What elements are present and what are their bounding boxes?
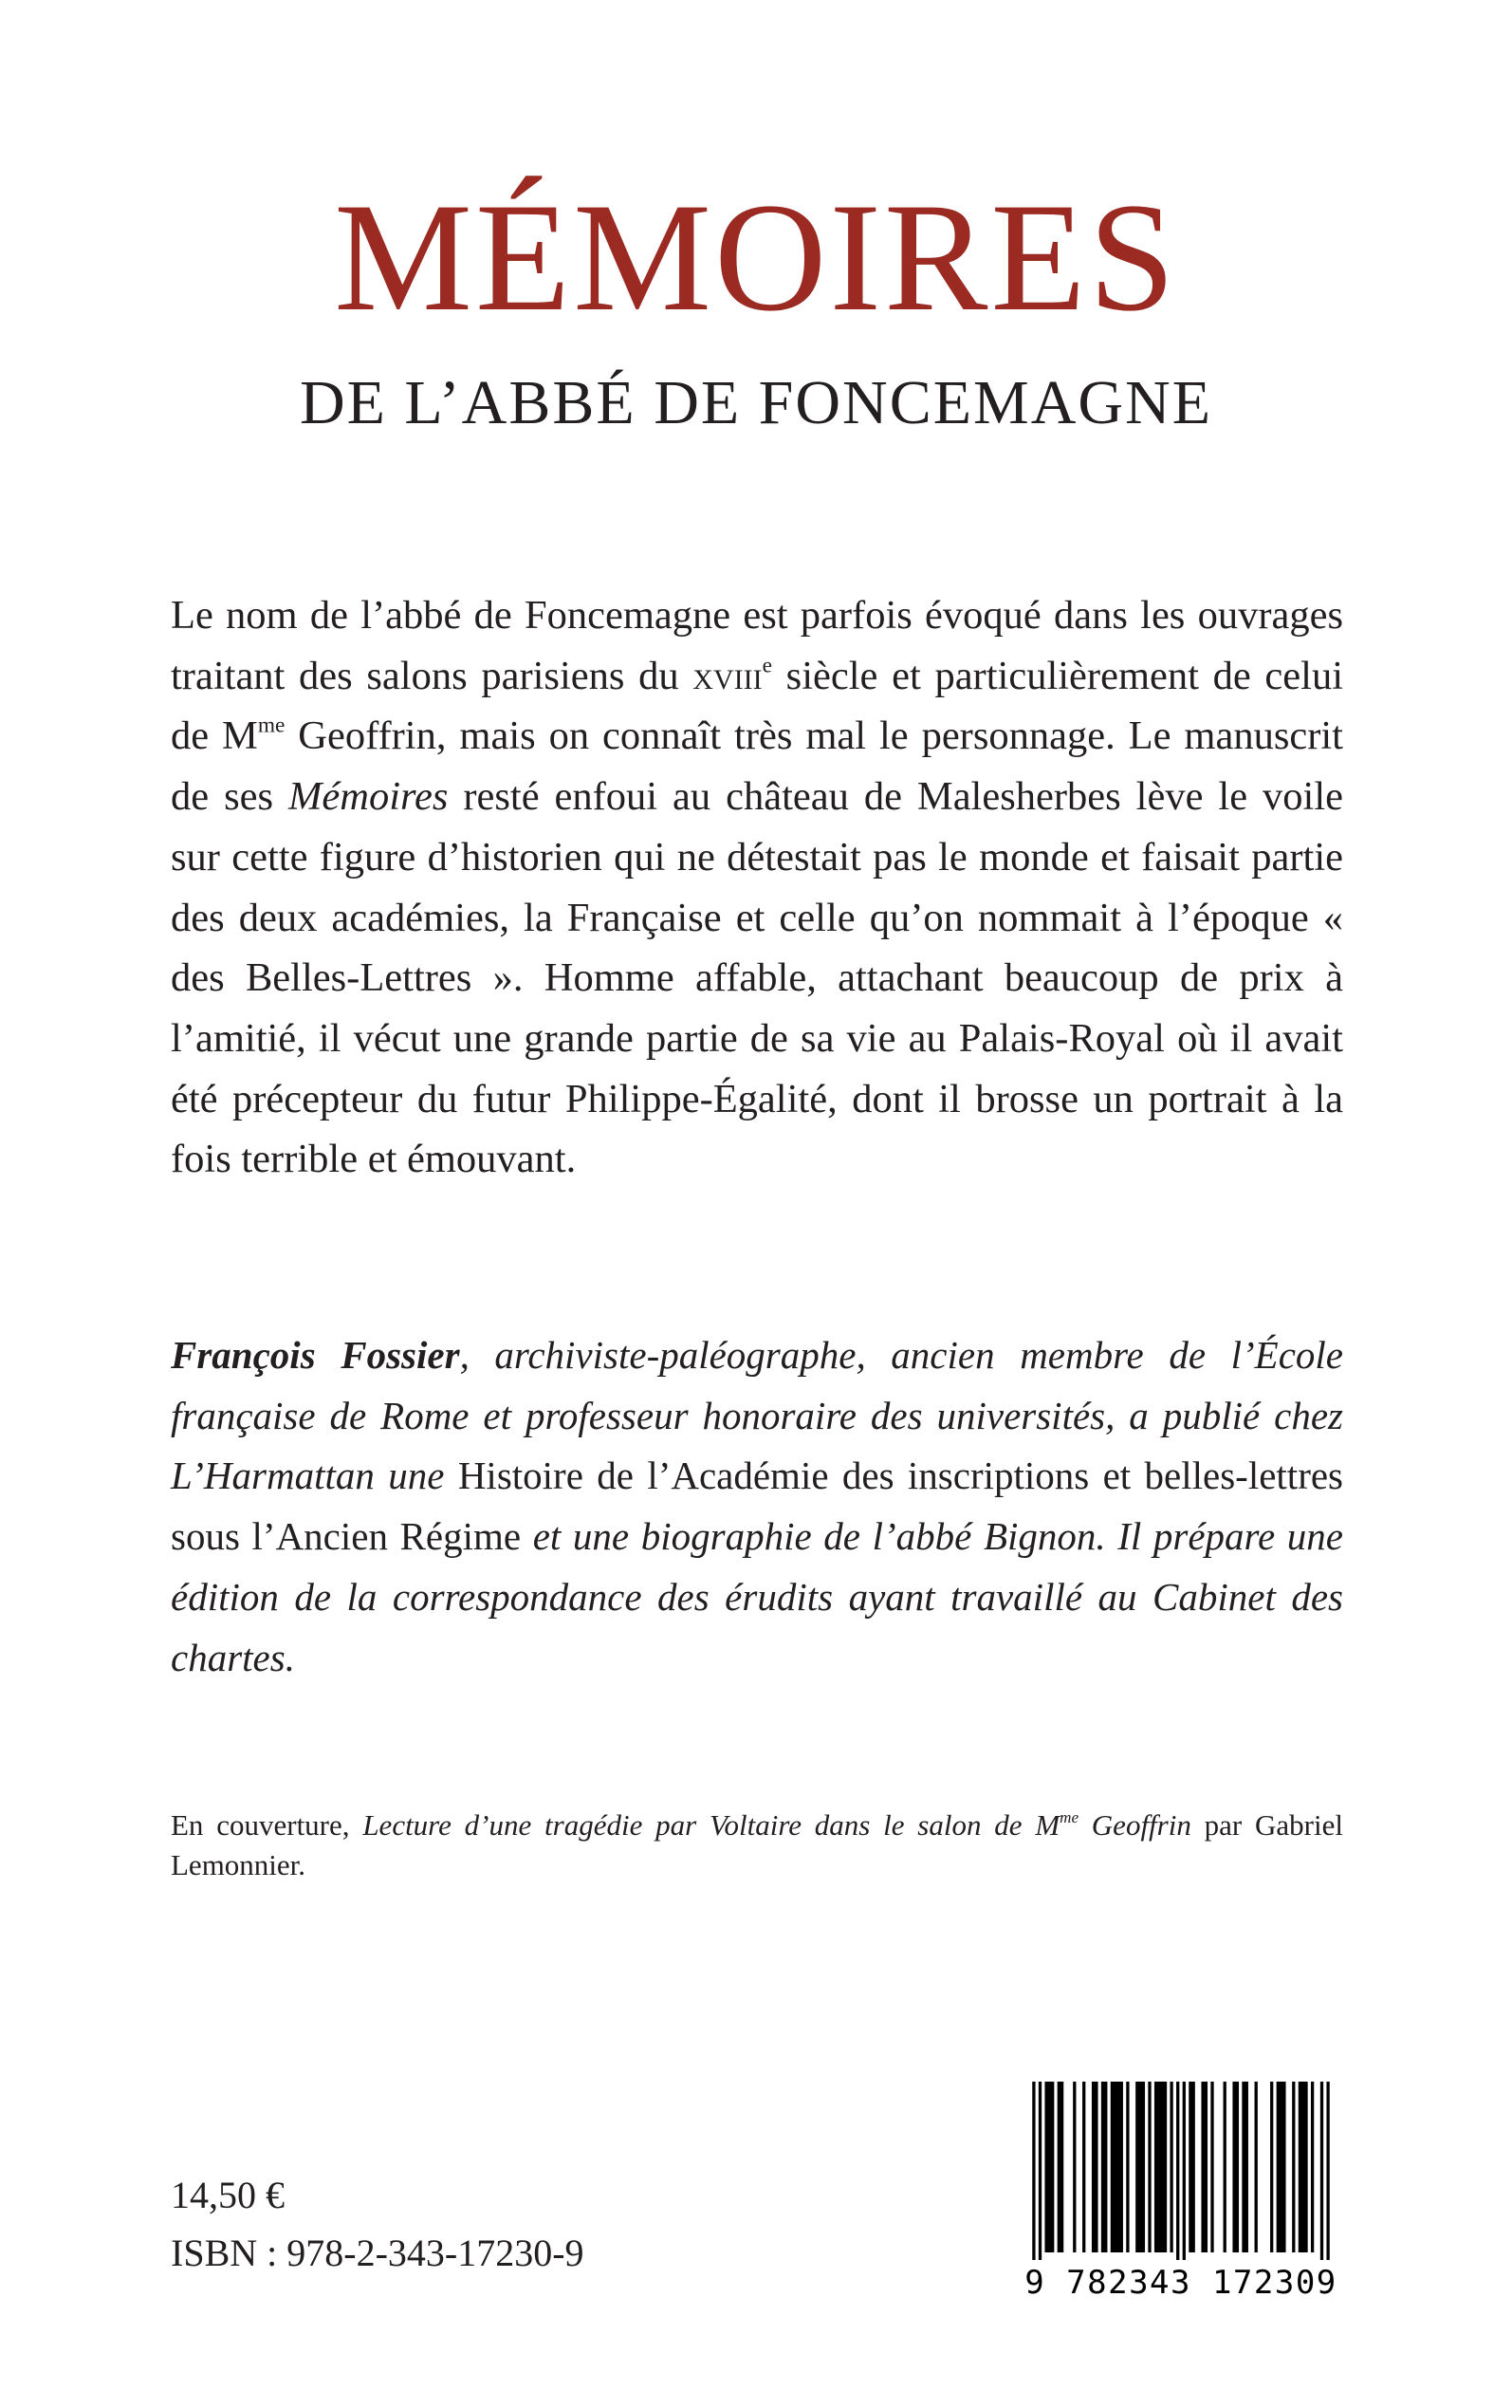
barcode-bar — [1032, 2082, 1035, 2260]
barcode-bar — [1073, 2082, 1076, 2252]
barcode-bar — [1183, 2082, 1186, 2260]
book-title: MÉMOIRES — [334, 172, 1178, 343]
bio-text-1: , archiviste-paléographe, ancien membre de l’École française de Rome et professeur honoraire des universités, a publié chez L’Harmattan une — [171, 1333, 1344, 1498]
book-subtitle: DE L’ABBÉ DE FONCEMAGNE — [299, 368, 1213, 437]
author-bio — [171, 1325, 1343, 1688]
barcode-bar — [1170, 2082, 1172, 2252]
barcode-bar — [1176, 2082, 1179, 2260]
century-superscript: e — [762, 653, 772, 678]
barcode-bar — [1320, 2082, 1323, 2260]
barcode-bar — [1154, 2082, 1167, 2252]
barcode-bar — [1292, 2082, 1295, 2252]
barcode-bar — [1201, 2082, 1208, 2252]
barcode-bar — [1135, 2082, 1145, 2252]
cover-credit — [171, 1806, 1343, 1885]
credit-work-1: Lecture d’une tragédie par Voltaire dans le salon de M — [362, 1808, 1060, 1842]
barcode-bar — [1326, 2082, 1329, 2260]
summary-text-4: resté enfoui au château de Malesherbes lève le voile sur cette figure d’historien qui ne détestait pas le monde et faisait partie des deux académies, la Française et celle qu’on nommait à l’époque « des Belles-Lettres ». Homme affable, attachant beaucoup de prix à l’amitié, il vécut une grande partie de sa vie au Palais-Royal où il avait été précepteur du futur Philippe-Égalité, dont il brosse un portrait à la fois terrible et émouvant. — [171, 774, 1343, 1182]
credit-prefix: En couverture, — [171, 1808, 363, 1842]
barcode-bar — [1311, 2082, 1314, 2252]
barcode-bar — [1092, 2082, 1098, 2252]
madame-superscript: me — [257, 713, 286, 738]
credit-suffix: par Gabriel Lemonnier. — [171, 1808, 1343, 1881]
credit-work-2: Geoffrin — [1079, 1808, 1191, 1842]
barcode-bar — [1210, 2082, 1213, 2252]
bio-text-2: et une biographie de l’abbé Bignon. Il prépare une édition de la correspondance des érudits ayant travaillé au Cabinet des chartes. — [171, 1514, 1343, 1679]
isbn-number: ISBN : 978-2-343-17230-9 — [171, 2232, 584, 2274]
barcode-bar — [1044, 2082, 1054, 2252]
barcode-bars — [1020, 2078, 1342, 2260]
barcode — [1020, 2078, 1342, 2306]
summary-text-3: Geoffrin, mais on connaît très mal le personnage. Le manuscrit de ses — [171, 713, 1343, 820]
barcode-bar — [1189, 2082, 1195, 2252]
barcode-bar — [1232, 2082, 1239, 2252]
barcode-bar — [1270, 2082, 1273, 2252]
price: 14,50 € — [171, 2174, 285, 2216]
barcode-bar — [1126, 2082, 1129, 2252]
barcode-digits: 9 782343 172309 — [1024, 2264, 1337, 2302]
summary-text-1: Le nom de l’abbé de Foncemagne est parfois évoqué dans les ouvrages traitant des salons parisiens du — [171, 593, 1343, 698]
barcode-bar — [1277, 2082, 1286, 2252]
barcode-bar — [1111, 2082, 1123, 2252]
barcode-bar — [1148, 2082, 1151, 2252]
summary-text-2: siècle et particulièrement de celui de M — [171, 653, 1343, 759]
barcode-bar — [1039, 2082, 1042, 2260]
century-numeral: xviii — [692, 653, 763, 698]
barcode-bar — [1255, 2082, 1258, 2252]
barcode-bar — [1058, 2082, 1064, 2252]
summary-paragraph — [171, 585, 1343, 1190]
bio-book-title: Histoire de l’Académie des inscriptions et belles-lettres sous l’Ancien Régime — [171, 1454, 1344, 1559]
memoires-italic: Mémoires — [287, 774, 449, 820]
barcode-bar — [1101, 2082, 1108, 2252]
author-name: François Fossier — [171, 1333, 460, 1377]
barcode-bar — [1224, 2082, 1226, 2252]
credit-madame-superscript: me — [1060, 1808, 1079, 1827]
barcode-bar — [1082, 2082, 1085, 2252]
barcode-bar — [1299, 2082, 1308, 2252]
barcode-bar — [1242, 2082, 1248, 2252]
